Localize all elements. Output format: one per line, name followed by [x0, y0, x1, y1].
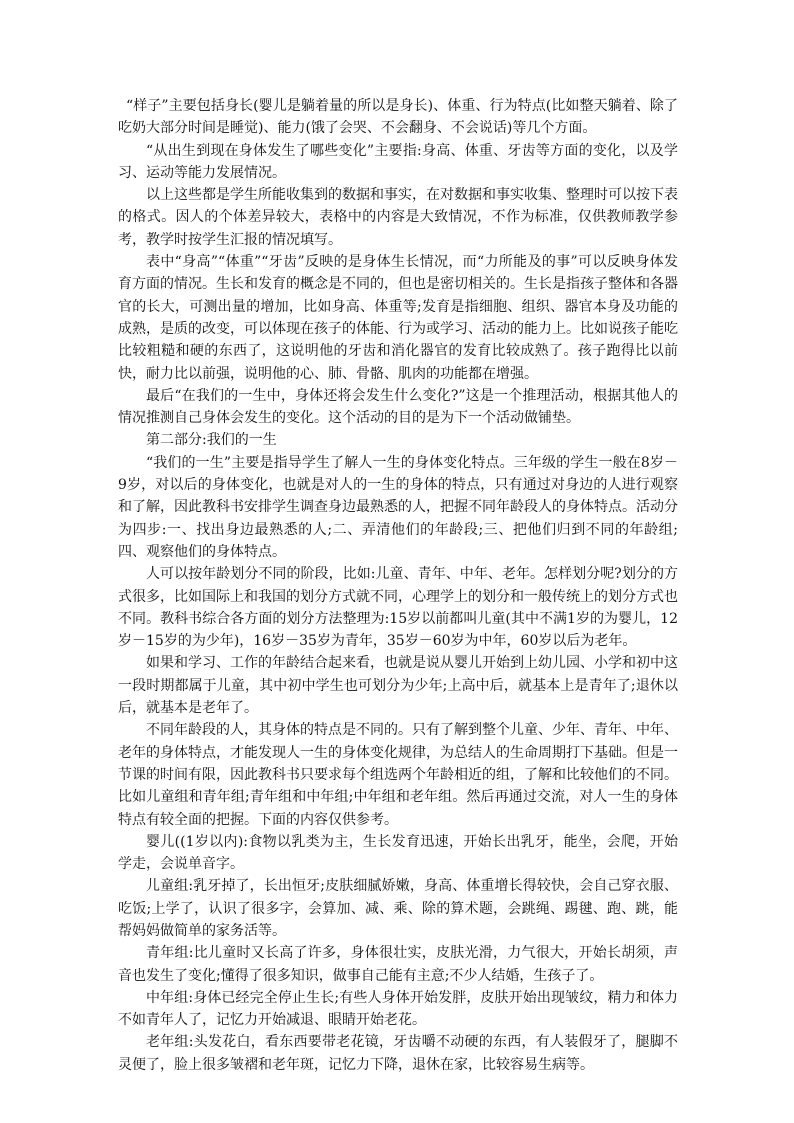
paragraph-study-work-age: 如果和学习、工作的年龄结合起来看，也就是说从婴儿开始到上幼儿园、小学和初中这一段时期都属于儿童，其中初中学生也可划分为少年;上高中后，就基本上是青年了;退休以后，就基本是老年了。 — [118, 655, 678, 717]
paragraph-appearance: “样子”主要包括身长(婴儿是躺着量的所以是身长)、体重、行为特点(比如整天躺着、除了吃奶大部分时间是睡觉)、能力(饿了会哭、不会翻身、不会说话)等几个方面。 — [118, 98, 678, 137]
paragraph-youth-group: 青年组:比儿童时又长高了许多，身体很壮实，皮肤光滑，力气很大，开始长胡须，声音也发生了变化;懂得了很多知识，做事自己能有主意;不少人结婚，生孩子了。 — [118, 945, 678, 984]
paragraph-inference: 最后“在我们的一生中，身体还将会发生什么变化?”这是一个推理活动，根据其他人的情况推测自己身体会发生的变化。这个活动的目的是为下一个活动做铺垫。 — [118, 387, 678, 427]
section-heading-part-two: 第二部分:我们的一生 — [146, 432, 277, 449]
paragraph-age-stages: 人可以按年龄划分不同的阶段，比如:儿童、青年、中年、老年。怎样划分呢?划分的方式很多，比如国际上和我国的划分方式就不同，心理学上的划分和一般传统上的划分方式也不同。教科书综合各方面的划分方法整理为:15岁以前都叫儿童(其中不满1岁的为婴儿，12岁－15岁的为少年)，16岁－35岁为青年，35岁－60岁为中年，60岁以后为老年。 — [118, 566, 678, 650]
document-page — [118, 95, 678, 1076]
paragraph-infant: 婴儿((1岁以内):食物以乳类为主，生长发育迅速，开始长出乳牙，能坐，会爬，开始学走，会说单音字。 — [118, 833, 678, 873]
paragraph-age-characteristics: 不同年龄段的人，其身体的特点是不同的。只有了解到整个儿童、少年、青年、中年、老年的身体特点，才能发现人一生的身体变化规律，为总结人的生命周期打下基础。但是一节课的时间有限，因此教科书只要求每个组选两个年龄相近的组，了解和比较他们的不同。比如儿童组和青年组;青年组和中年组;中年组和老年组。然后再通过交流，对人一生的身体特点有较全面的把握。下面的内容仅供参考。 — [118, 722, 678, 828]
paragraph-growth-development: 表中“身高”“体重”“牙齿”反映的是身体生长情况，而“力所能及的事”可以反映身体发育方面的情况。生长和发育的概念是不同的，但也是密切相关的。生长是指孩子整体和各器官的长大，可测出量的增加，比如身高、体重等;发育是指细胞、组织、器官本身及功能的成熟，是质的改变，可以体现在孩子的体能、行为或学习、活动的能力上。比如说孩子能吃比较粗糙和硬的东西了，这说明他的牙齿和消化器官的发育比较成熟了。孩子跑得比以前快，耐力比以前强，说明他的心、肺、骨骼、肌肉的功能都在增强。 — [118, 254, 678, 382]
paragraph-our-life: “我们的一生”主要是指导学生了解人一生的身体变化特点。三年级的学生一般在8岁－9岁，对以后的身体变化，也就是对人的一生的身体的特点，只有通过对身边的人进行观察和了解，因此教科书安排学生调查身边最熟悉的人，把握不同年龄段人的身体特点。活动分为四步:一、找出身边最熟悉的人;二、弄清他们的年龄段;三、把他们归到不同的年龄组;四、观察他们的身体特点。 — [118, 454, 678, 560]
paragraph-body-changes: “从出生到现在身体发生了哪些变化”主要指:身高、体重、牙齿等方面的变化，以及学习、运动等能力发展情况。 — [118, 142, 678, 181]
paragraph-middle-age-group: 中年组:身体已经完全停止生长;有些人身体开始发胖，皮肤开始出现皱纹，精力和体力不如青年人了，记忆力开始减退、眼睛开始老花。 — [118, 989, 678, 1029]
paragraph-child-group: 儿童组:乳牙掉了，长出恒牙;皮肤细腻娇嫩，身高、体重增长得较快，会自己穿衣服、吃饭;上学了，认识了很多字，会算加、减、乘、除的算术题，会跳绳、踢毽、跑、跳，能帮妈妈做简单的家务活等。 — [118, 878, 678, 939]
paragraph-elderly-group: 老年组:头发花白，看东西要带老花镜，牙齿嚼不动硬的东西，有人装假牙了，腿脚不灵便了，脸上很多皱褶和老年斑，记忆力下降，退休在家，比较容易生病等。 — [118, 1034, 678, 1073]
paragraph-data-collection: 以上这些都是学生所能收集到的数据和事实，在对数据和事实收集、整理时可以按下表的格式。因人的个体差异较大，表格中的内容是大致情况，不作为标准，仅供教师教学参考，教学时按学生汇报的情况填写。 — [118, 187, 678, 248]
